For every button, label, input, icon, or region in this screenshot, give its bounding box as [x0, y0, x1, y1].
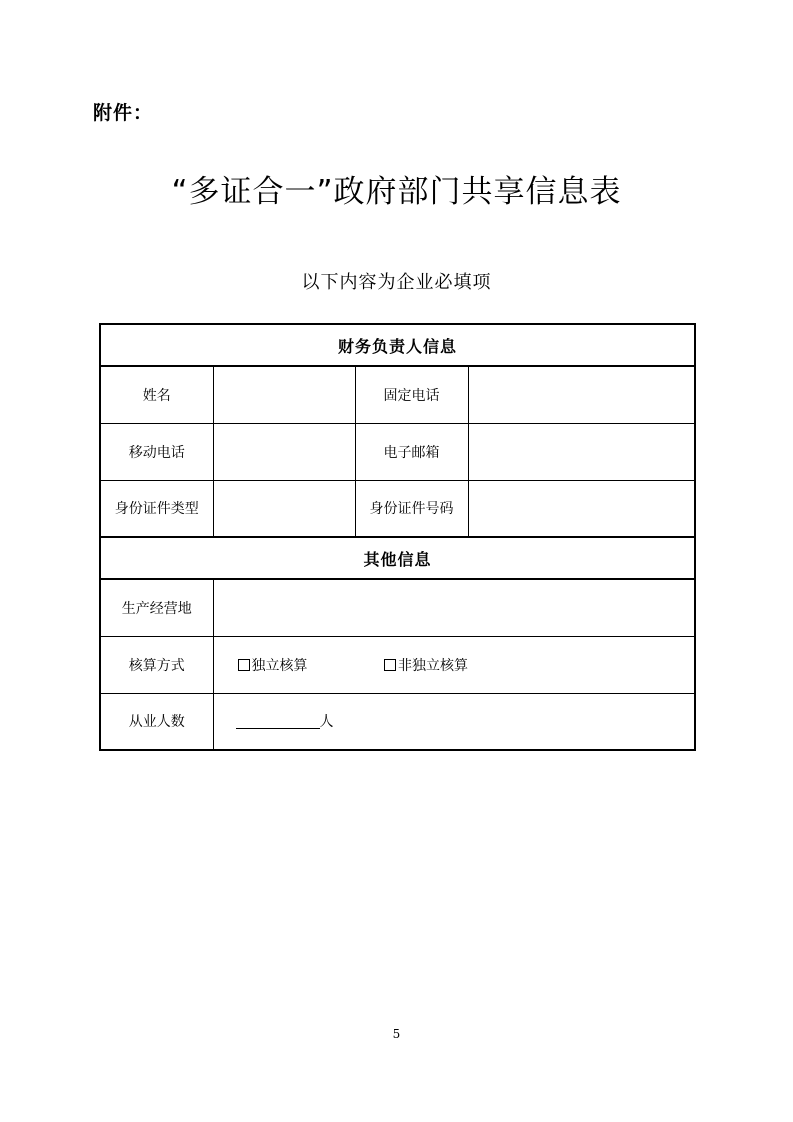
name-label: 姓名: [100, 366, 213, 423]
option-label: 非独立核算: [397, 657, 468, 674]
checkbox-icon[interactable]: [384, 659, 396, 671]
employees-count-field[interactable]: [236, 714, 320, 729]
other-section-heading: 其他信息: [100, 537, 695, 579]
landline-field[interactable]: [468, 366, 695, 423]
option-label: 独立核算: [251, 657, 308, 674]
mobile-label: 移动电话: [100, 423, 213, 480]
non-independent-accounting-option[interactable]: [384, 655, 468, 675]
finance-section-heading: 财务负责人信息: [100, 324, 695, 366]
page-subtitle: 以下内容为企业必填项: [301, 272, 492, 293]
info-table: [99, 323, 696, 751]
mobile-field[interactable]: [213, 423, 355, 480]
name-field[interactable]: [213, 366, 355, 423]
checkbox-icon[interactable]: [238, 659, 250, 671]
employees-unit: 人: [319, 714, 334, 731]
id-number-label: 身份证件号码: [355, 480, 468, 537]
accounting-label: 核算方式: [100, 636, 213, 693]
address-label: 生产经营地: [100, 579, 213, 636]
id-type-field[interactable]: [213, 480, 355, 537]
employees-cell: [213, 693, 695, 750]
page-title: “多证合一”政府部门共享信息表: [171, 174, 622, 210]
landline-label: 固定电话: [355, 366, 468, 423]
page-number: 5: [392, 1027, 401, 1041]
email-label: 电子邮箱: [355, 423, 468, 480]
attachment-label: 附件：: [93, 102, 154, 124]
accounting-options: [213, 636, 695, 693]
id-type-label: 身份证件类型: [100, 480, 213, 537]
employees-label: 从业人数: [100, 693, 213, 750]
independent-accounting-option[interactable]: [238, 655, 308, 675]
id-number-field[interactable]: [468, 480, 695, 537]
address-field[interactable]: [213, 579, 695, 636]
email-field[interactable]: [468, 423, 695, 480]
